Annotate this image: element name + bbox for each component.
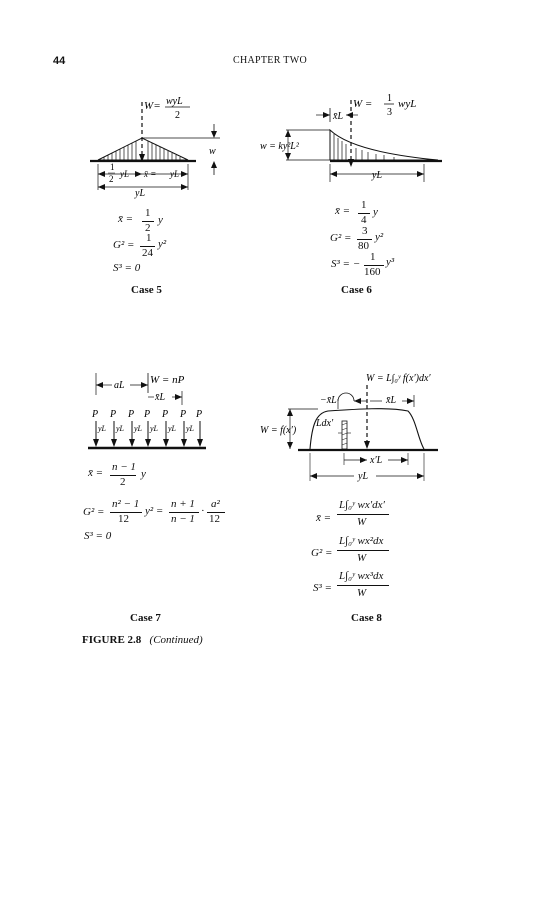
case5-W-den: 2 [175, 110, 180, 121]
case5-x-lhs: x̄ = [118, 213, 134, 225]
case6-W-num: 1 [387, 93, 392, 104]
case5-w-label: w [209, 146, 216, 157]
case7-P-label: P [180, 409, 187, 420]
case7-G-dot: · [201, 505, 205, 517]
case5-label: Case 5 [131, 284, 162, 296]
case8-W-fx: W = f(x′) [260, 425, 297, 436]
case7-G-num2: n + 1 [171, 498, 195, 510]
case6-G-lhs: G² = [330, 232, 352, 244]
figure-caption [82, 634, 203, 646]
case6-x-tail: y [373, 206, 378, 218]
case5-G-tail: y² [158, 238, 167, 250]
chapter-title: CHAPTER TWO [233, 55, 307, 66]
case7-aL: aL [114, 380, 125, 391]
case5-x-den: 2 [145, 222, 151, 234]
case8-xL: x̄L [386, 395, 396, 406]
case6-w-label: w = ky²L² [260, 141, 299, 152]
case6-yL: yL [372, 170, 382, 181]
case7-G-den1: 12 [118, 513, 129, 525]
case7-G-mid: y² = [145, 505, 164, 517]
case6-W-den: 3 [387, 107, 392, 118]
case7-diagram [82, 365, 212, 460]
case7-label: Case 7 [130, 612, 161, 624]
case8-x-lhs: x̄ = [316, 512, 332, 524]
case6-x-lhs: x̄ = [335, 205, 351, 217]
case6-diagram [258, 90, 443, 190]
case5-G-num: 1 [146, 232, 152, 244]
case7-load-arrow [181, 439, 187, 447]
case5-half-num: 1 [110, 162, 115, 172]
case6-label: Case 6 [341, 284, 372, 296]
case7-yL-label: yL [134, 424, 142, 433]
case7-yL-label: yL [98, 424, 106, 433]
case7-x-den: 2 [120, 476, 126, 488]
case5-x-num: 1 [145, 207, 151, 219]
case8-x-den: W [357, 516, 367, 528]
case6-xL: x̄L [333, 111, 343, 122]
case6-W-tail: wyL [398, 98, 417, 110]
case8-label: Case 8 [351, 612, 382, 624]
case7-yL-label: yL [168, 424, 176, 433]
case7-G-den3: 12 [209, 513, 220, 525]
case7-x-num: n − 1 [112, 461, 136, 473]
case7-yL-label: yL [116, 424, 124, 433]
case7-P-label: P [196, 409, 203, 420]
case6-x-num: 1 [361, 199, 367, 211]
case8-G-den: W [357, 552, 367, 564]
case7-load-arrow [111, 439, 117, 447]
case8-G-lhs: G² = [311, 547, 333, 559]
case6-S-tail: y³ [386, 256, 395, 268]
figure-caption-label: FIGURE 2.8 [82, 634, 142, 646]
case8-W-label: W = L∫₀ʸ f(x′)dx′ [366, 373, 431, 384]
case5-x-eq: x̄ = [144, 169, 157, 179]
case8-Ldx: Ldx′ [316, 418, 334, 429]
case5-yL: yL [135, 188, 145, 199]
case5-x-tail: y [158, 214, 163, 226]
case8-S-den: W [357, 587, 367, 599]
case6-G-den: 80 [358, 240, 369, 252]
case8-x-num: L∫₀ʸ wx′dx′ [339, 499, 385, 511]
case7-G-num3: a² [211, 498, 220, 510]
case7-G-num1: n² − 1 [112, 498, 140, 510]
case7-load-arrow [93, 439, 99, 447]
case5-G-lhs: G² = [113, 239, 135, 251]
case7-xL: x̄L [155, 392, 165, 403]
case6-S-num: 1 [370, 251, 376, 263]
case6-x-den: 4 [361, 214, 367, 226]
case8-S-lhs: S³ = [313, 582, 332, 594]
case6-G-num: 3 [362, 225, 368, 237]
case5-diagram [80, 90, 250, 200]
case7-load-arrow [145, 439, 151, 447]
case5-G-den: 24 [142, 247, 153, 259]
case8-xpL: x′L [370, 455, 383, 466]
case5-W-num: wyL [166, 96, 183, 107]
case7-P-label: P [92, 409, 99, 420]
page-number: 44 [53, 55, 66, 67]
case7-P-label: P [144, 409, 151, 420]
case6-G-tail: y² [375, 231, 384, 243]
case8-G-num: L∫₀ʸ wx²dx [339, 535, 384, 547]
case7-x-lhs: x̄ = [88, 467, 104, 479]
case7-yL-label: yL [150, 424, 158, 433]
case7-P-label: P [128, 409, 135, 420]
case7-x-tail: y [141, 468, 146, 480]
case7-G-den2: n − 1 [171, 513, 195, 525]
case7-P-label: P [162, 409, 169, 420]
case5-yL-a: yL [120, 169, 129, 179]
case7-load-arrow [129, 439, 135, 447]
case7-load-arrow [163, 439, 169, 447]
case8-yL: yL [358, 471, 368, 482]
case6-S-lhs: S³ = − [331, 258, 361, 270]
case6-W-label: W = [353, 98, 373, 110]
case8-neg-xL: −x̄L [320, 395, 337, 406]
case7-W-label: W = nP [150, 374, 185, 386]
case5-W-label: W [144, 100, 154, 112]
case8-diagram [258, 363, 458, 493]
case5-yL-b: yL [170, 169, 179, 179]
case7-G-lhs: G² = [83, 506, 105, 518]
case7-yL-label: yL [186, 424, 194, 433]
case7-load-arrow [197, 439, 203, 447]
case5-S: S³ = 0 [113, 262, 141, 274]
case7-P-label: P [110, 409, 117, 420]
case5-half-den: 2 [109, 174, 114, 184]
case7-S: S³ = 0 [84, 530, 112, 542]
svg-text:=: = [154, 100, 161, 112]
case8-S-num: L∫₀ʸ wx³dx [339, 570, 384, 582]
case6-S-den: 160 [364, 266, 381, 278]
figure-caption-note: (Continued) [149, 634, 203, 646]
